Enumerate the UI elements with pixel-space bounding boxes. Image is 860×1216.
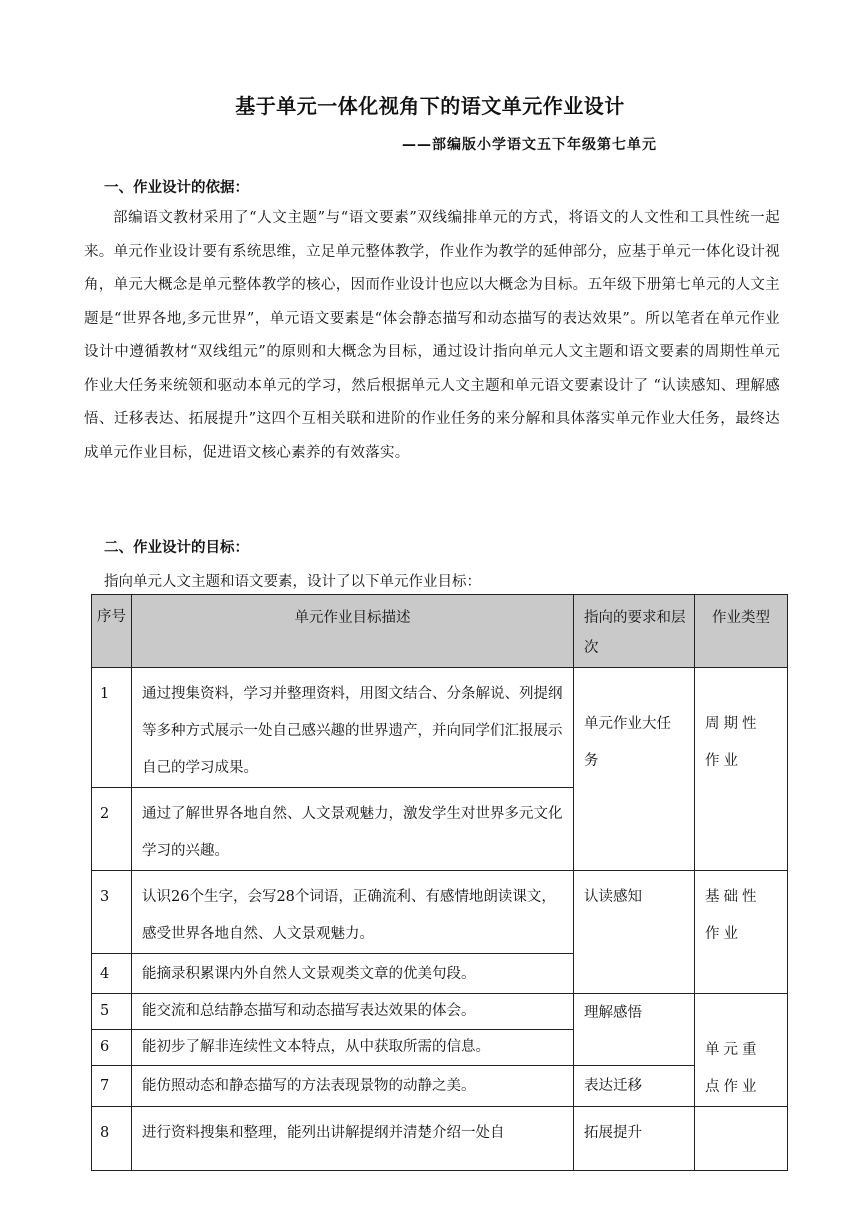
row-number: 6	[100, 1039, 110, 1055]
type-cell: 单元重点作业	[705, 1042, 761, 1095]
section-1-paragraph: 部编语文教材采用了“人文主题”与“语文要素”双线编排单元的方式，将语文的人文性和工具性统一起来。单元作业设计要有系统思维，立足单元整体教学，作业作为教学的延伸部分，应基于单元一体化设计视角，单元大概念是单元整体教学的核心，因而作业设计也应以大概念为目标。五年级下册第七单元的人文主题是“世界各地,多元世界”，单元语文要素是“体会静态描写和动态描写的表达效果”。所以笔者在单元作业设计中遵循教材“双线组元”的原则和大概念为目标，通过设计指向单元人文主题和语文要素的周期性单元作业大任务来统领和驱动本单元的学习，然后根据单元人文主题和单元语文要素设计了 “认读感知、理解感悟、迁移表达、拓展提升”这四个互相关联和进阶的作业任务的来分解和具体落实单元作业大任务，最终达成单元作业目标，促进语文核心素养的有效落实。	[84, 210, 780, 461]
table-header-row	[92, 595, 788, 668]
table-row	[92, 871, 788, 954]
goals-table	[91, 594, 788, 1171]
document-title: 基于单元一体化视角下的语文单元作业设计	[235, 94, 625, 118]
row-description: 通过了解世界各地自然、人文景观魅力，激发学生对世界多元文化学习的兴趣。	[142, 806, 563, 859]
table-row	[92, 1066, 788, 1107]
row-number: 1	[100, 686, 110, 702]
type-cell: 周期性作业	[705, 716, 761, 769]
header-type: 作业类型	[695, 595, 788, 668]
row-description: 能交流和总结静态描写和动态描写表达效果的体会。	[142, 1003, 476, 1019]
requirement-cell: 理解感悟	[584, 1005, 642, 1021]
requirement-cell: 拓展提升	[584, 1125, 642, 1141]
requirement-cell: 表达迁移	[584, 1078, 642, 1094]
row-description: 能初步了解非连续性文本特点，从中获取所需的信息。	[142, 1039, 490, 1055]
row-description: 能仿照动态和静态描写的方法表现景物的动静之美。	[142, 1078, 476, 1094]
header-desc: 单元作业目标描述	[132, 595, 574, 668]
row-description: 进行资料搜集和整理，能列出讲解提纲并清楚介绍一处自	[142, 1125, 505, 1141]
section-1-heading: 一、作业设计的依据：	[104, 180, 249, 196]
requirement-cell: 认读感知	[584, 889, 642, 905]
row-number: 2	[100, 806, 110, 822]
row-number: 4	[100, 966, 110, 982]
header-num: 序号	[92, 595, 132, 668]
requirement-cell: 单元作业大任务	[584, 716, 671, 769]
document-subtitle: ——部编版小学语文五下年级第七单元	[402, 137, 657, 153]
row-number: 7	[100, 1078, 110, 1094]
section-2-heading: 二、作业设计的目标：	[104, 540, 249, 556]
row-description: 认识26个生字，会写28个词语，正确流利、有感情地朗读课文，感受世界各地自然、人文景观魅力。	[142, 889, 556, 942]
table-row	[92, 994, 788, 1030]
type-cell: 基础性作业	[705, 889, 761, 942]
section-2-intro: 指向单元人文主题和语文要素，设计了以下单元作业目标：	[104, 574, 481, 590]
row-number: 8	[100, 1125, 110, 1141]
row-description: 通过搜集资料，学习并整理资料，用图文结合、分条解说、列提纲等多种方式展示一处自己感兴趣的世界遗产，并向同学们汇报展示自己的学习成果。	[142, 686, 563, 776]
row-number: 5	[100, 1003, 110, 1019]
row-number: 3	[100, 889, 110, 905]
header-requirement: 指向的要求和层次	[574, 595, 695, 668]
table-row	[92, 1107, 788, 1171]
row-description: 能摘录积累课内外自然人文景观类文章的优美句段。	[142, 966, 476, 982]
table-row	[92, 668, 788, 788]
type-cell	[695, 1107, 787, 1115]
